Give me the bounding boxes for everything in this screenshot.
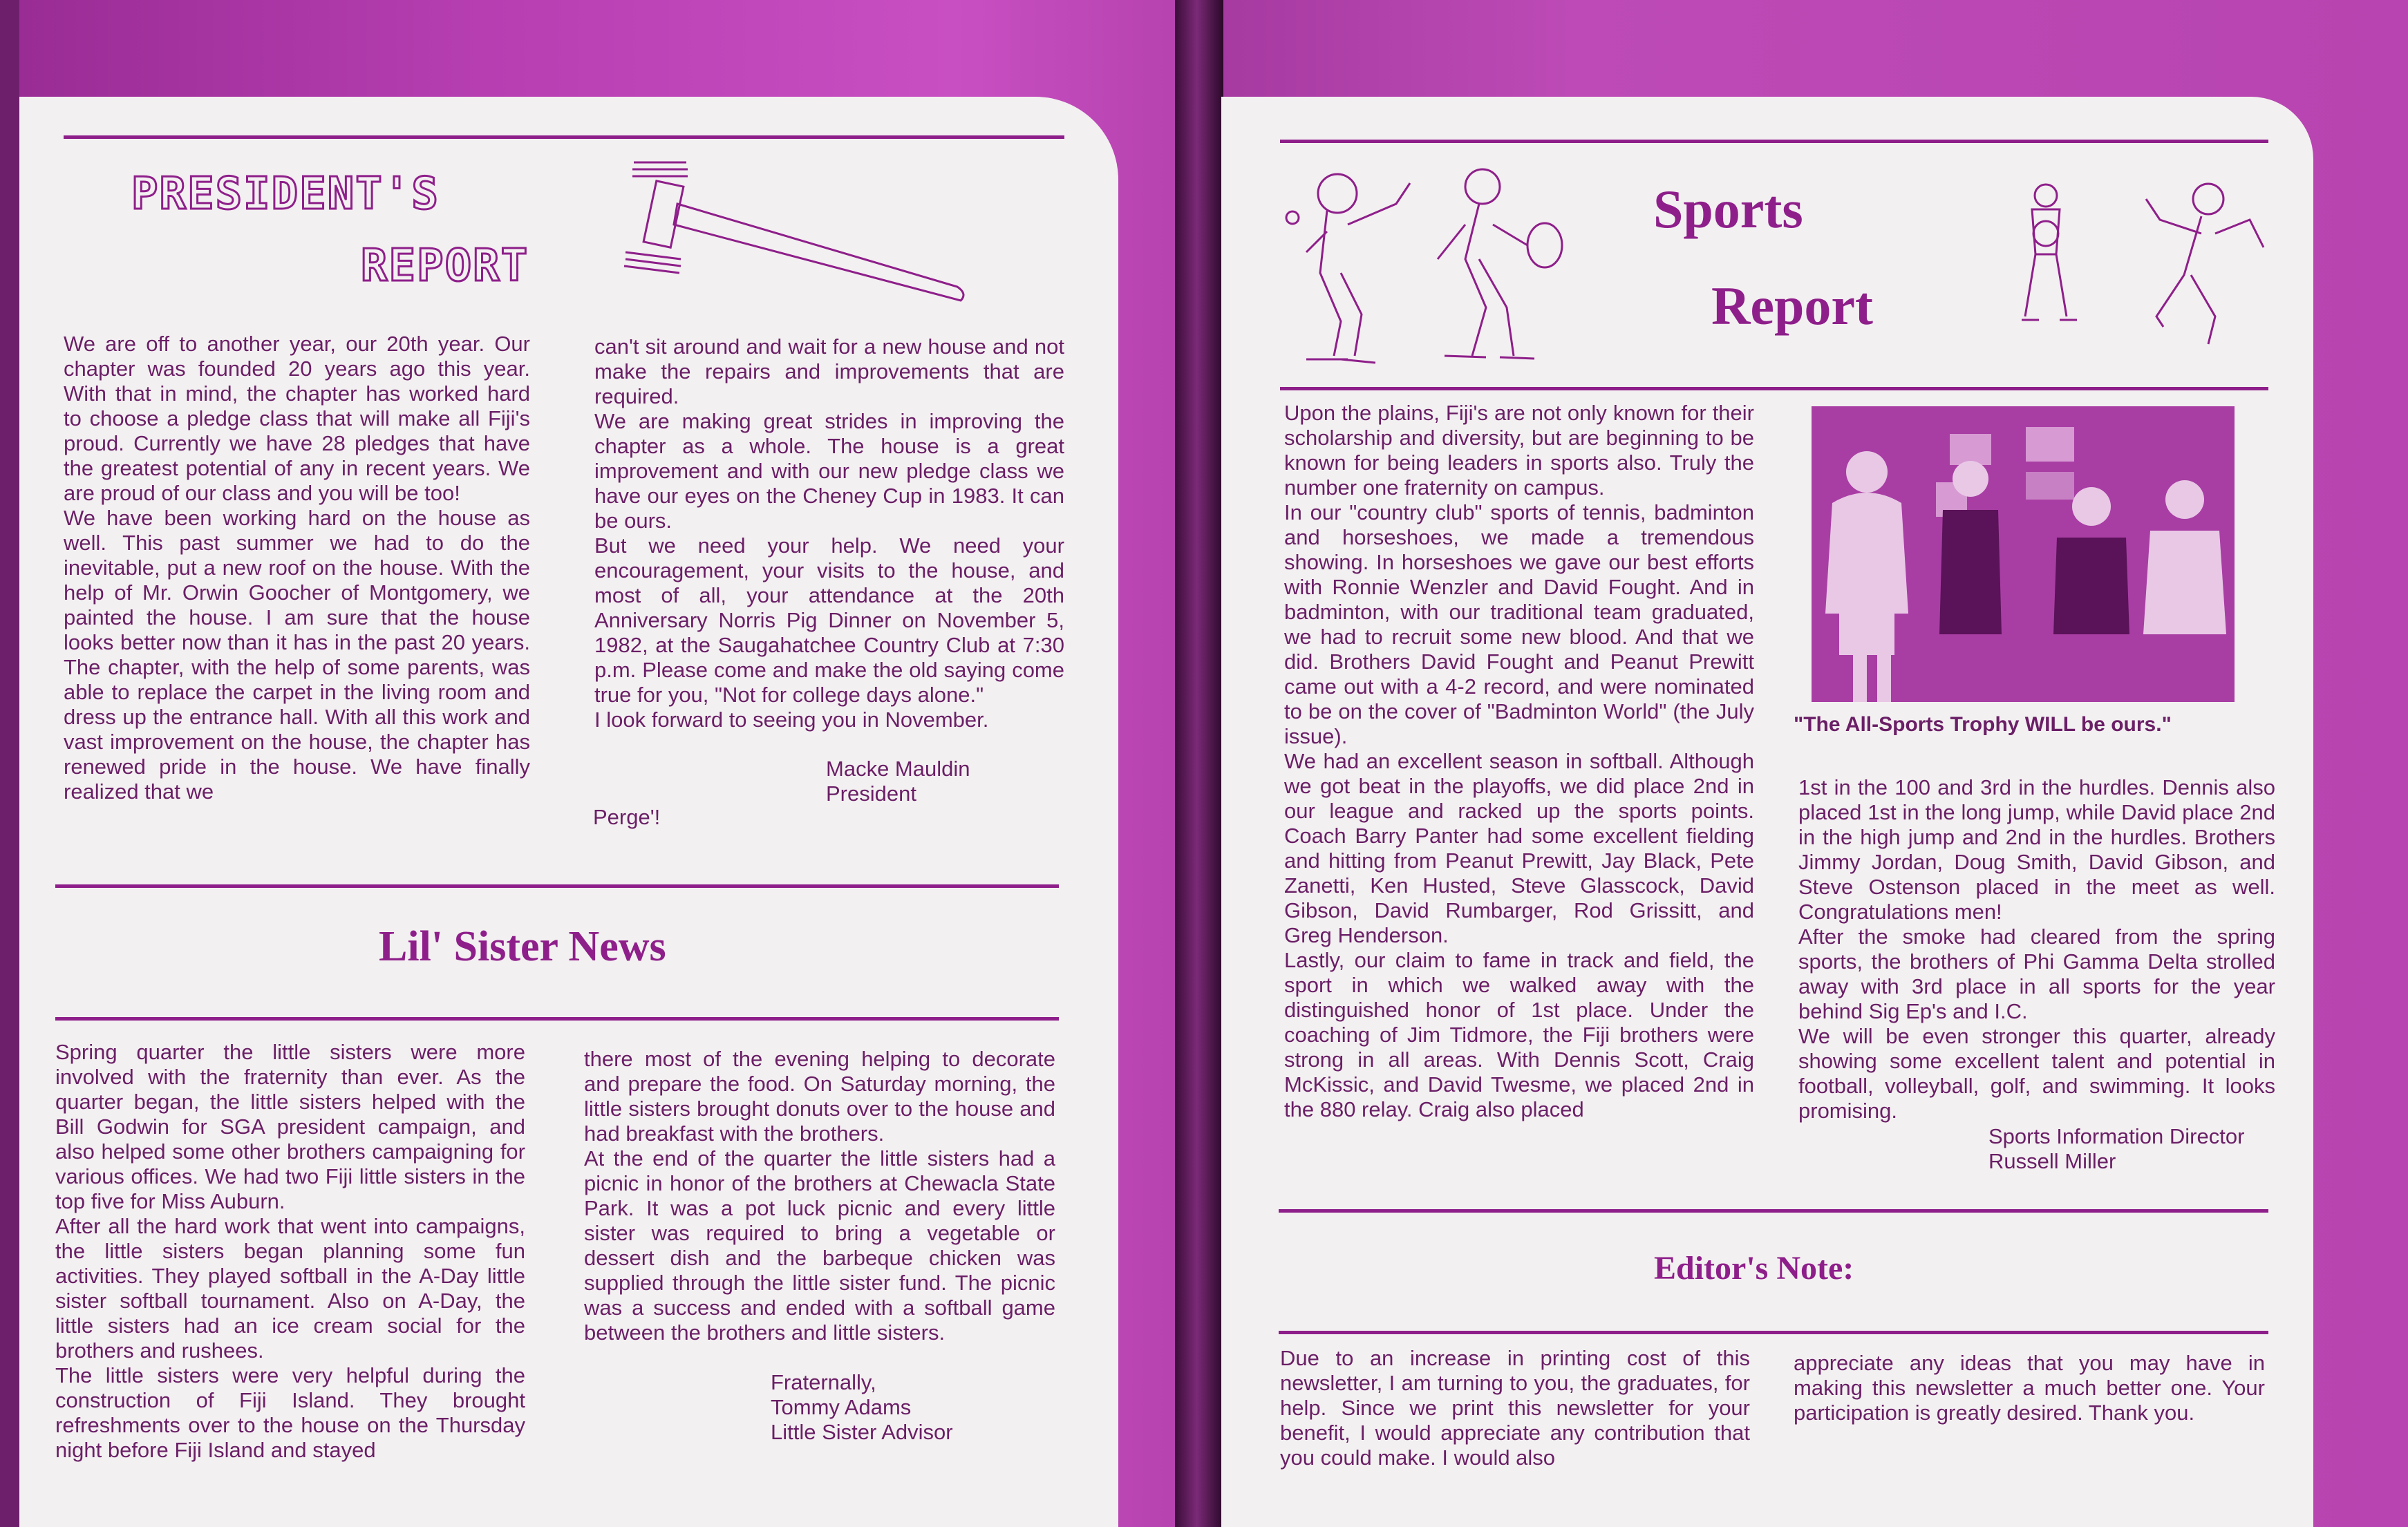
presidents-report-title-line2: REPORT	[361, 240, 529, 292]
presidents-report-column-2: can't sit around and wait for a new house and not make the repairs and improvements that are required. We are making great strides in improving the chapter as a whole. The house is a great improvement and with our new pledge class we have our eyes on the Cheney Cup in 1983. It can be ours. But we need your help. We need your encouragement, your visits to the house, and most of all, your attendance at the 20th Anniversary Norris Pig Dinner on November 5, 1982, at the Saugahatchee Country Club at 7:30 p.m. Please come and make the old saying come true for you, "Not for college days alone." I look forward to seeing you in November.	[594, 334, 1064, 732]
sports-report-column-1: Upon the plains, Fiji's are not only known for their scholarship and diversity, but are beginning to be known for being leaders in sports also. Truly the number one fraternity on campus. In our "country club" sports of tennis, badminton and horseshoes, we made a tremendous showing. In horseshoes we gave our best efforts with Ronnie Wenzler and David Fought. And in badminton, with our traditional team graduated, we had to recruit some new blood. And that we did. Brothers David Fought and Peanut Prewitt came out with a 4-2 record, and were nominated to be on the cover of "Badminton World" (the July issue). We had an excellent season in softball. Although we got beat in the playoffs, we did place 2nd in our league and racked up the sports points. Coach Barry Panter had some excellent fielding and hitting from Peanut Prewitt, Jay Black, Pete Zanetti, Ken Husted, Steve Glasscock, David Gibson, David Rumbarger, Rod Grissitt, and Greg Henderson. Lastly, our claim to fame in track and field, the sport in which we walked away with the distinguished honor of 1st place. Under the coaching of Jim Tidmore, the Fiji brothers were strong in all areas. With Dennis Scott, Craig McKissic, and David Twesme, we placed 2nd in the 880 relay. Craig also placed	[1284, 401, 1754, 1121]
editors-note-column-1: Due to an increase in printing cost of this newsletter, I am turning to you, the graduates, for help. Since we print this newsletter for your benefit, I would appreciate any contribution that you could make. I would also	[1280, 1346, 1750, 1470]
lil-sister-news-title: Lil' Sister News	[379, 923, 666, 970]
editors-note-title: Editor's Note:	[1654, 1250, 1854, 1287]
editors-note-column-2: appreciate any ideas that you may have in making this newsletter a much better one. Your participation is greatly desired. Thank you.	[1794, 1351, 2265, 1425]
gavel-icon	[591, 155, 978, 314]
section-rule	[1280, 387, 2268, 390]
all-sports-trophy-photo	[1812, 406, 2235, 702]
lil-sister-sig-line-1: Fraternally,	[771, 1370, 876, 1394]
sports-sig-line-2: Russell Miller	[1988, 1149, 2116, 1173]
lil-sister-column-1: Spring quarter the little sisters were more involved with the fraternity than ever. As the quarter began, the little sisters helped with the Bill Godwin for SGA president campaign, and also helped some other brothers campaigning for various offices. We had two Fiji little sisters in the top five for Miss Auburn. After all the hard work that went into campaigns, the little sisters began planning some fun activities. They played softball in the A-Day little sister softball tournament. Also on A-Day, the little sisters had an ice cream social for the brothers and rushees. The little sisters were very helpful during the construction of Fiji Island. They brought refreshments over to the house on the Thursday night before Fiji Island and stayed	[55, 1040, 525, 1462]
section-rule	[1279, 1209, 2268, 1213]
presidents-report-column-1: We are off to another year, our 20th year. Our chapter was founded 20 years ago this year. With that in mind, the chapter has worked hard to choose a pledge class that will make all Fiji's proud. Currently we have 28 pledges that have the greatest potential of any in recent years. We are proud of our class and you will be too! We have been working hard on the house as well. This past summer we had to do the inevitable, put a new roof on the house. With the help of Mr. Orwin Goocher of Montgomery, we painted the house. I am sure that the house looks better now than it has in the past 20 years. The chapter, with the help of some parents, was able to replace the carpet in the living room and dress up the entrance hall. With all this work and vast improvement on the house, the chapter has renewed pride in the house. We have finally realized that we	[64, 332, 530, 804]
sports-report-column-2: 1st in the 100 and 3rd in the hurdles. Dennis also placed 1st in the long jump, while David place 2nd in the high jump and 2nd in the hurdles. Brothers Jimmy Jordan, Doug Smith, David Gibson, and Steve Ostenson placed in the meet as well. Congratulations men! After the smoke had cleared from the spring sports, the brothers of Phi Gamma Delta strolled away with 3rd place in all sports for the year behind Sig Ep's and I.C. We will be even stronger this quarter, already showing some excellent talent and potential in football, volleyball, golf, and swimming. It looks promising.	[1798, 775, 2275, 1123]
sports-report-title-line1: Sports	[1653, 179, 1803, 239]
lil-sister-sig-line-3: Little Sister Advisor	[771, 1420, 953, 1444]
presidents-report-title-line1: PRESIDENT'S	[131, 169, 440, 220]
sports-report-title-line2: Report	[1711, 276, 1873, 336]
sports-figures-right-illustration	[2008, 178, 2270, 358]
lil-sister-column-2: there most of the evening helping to decorate and prepare the food. On Saturday morning, the little sisters brought donuts over to the house and had breakfast with the brothers. At the end of the quarter the little sisters had a picnic in honor of the brothers at Chewacla State Park. It was a pot luck picnic and every little sister was required to bring a vegetable or dessert dish and the barbeque chicken was supplied through the little sister fund. The picnic was a success and ended with a softball game between the brothers and little sisters.	[584, 1047, 1055, 1345]
section-rule	[55, 884, 1059, 888]
center-fold	[1175, 0, 1223, 1527]
sports-figures-left-illustration	[1279, 155, 1569, 370]
section-rule	[55, 1017, 1059, 1021]
section-rule	[1279, 1331, 2268, 1334]
top-rule	[64, 135, 1064, 139]
presidents-sign-off: Perge'!	[593, 805, 661, 829]
top-rule	[1280, 140, 2268, 143]
photo-caption: "The All-Sports Trophy WILL be ours."	[1794, 713, 2172, 736]
lil-sister-sig-line-2: Tommy Adams	[771, 1395, 912, 1419]
presidents-signature-title: President	[826, 781, 916, 806]
sports-sig-line-1: Sports Information Director	[1988, 1124, 2245, 1148]
presidents-signature-name: Macke Mauldin	[826, 757, 970, 781]
